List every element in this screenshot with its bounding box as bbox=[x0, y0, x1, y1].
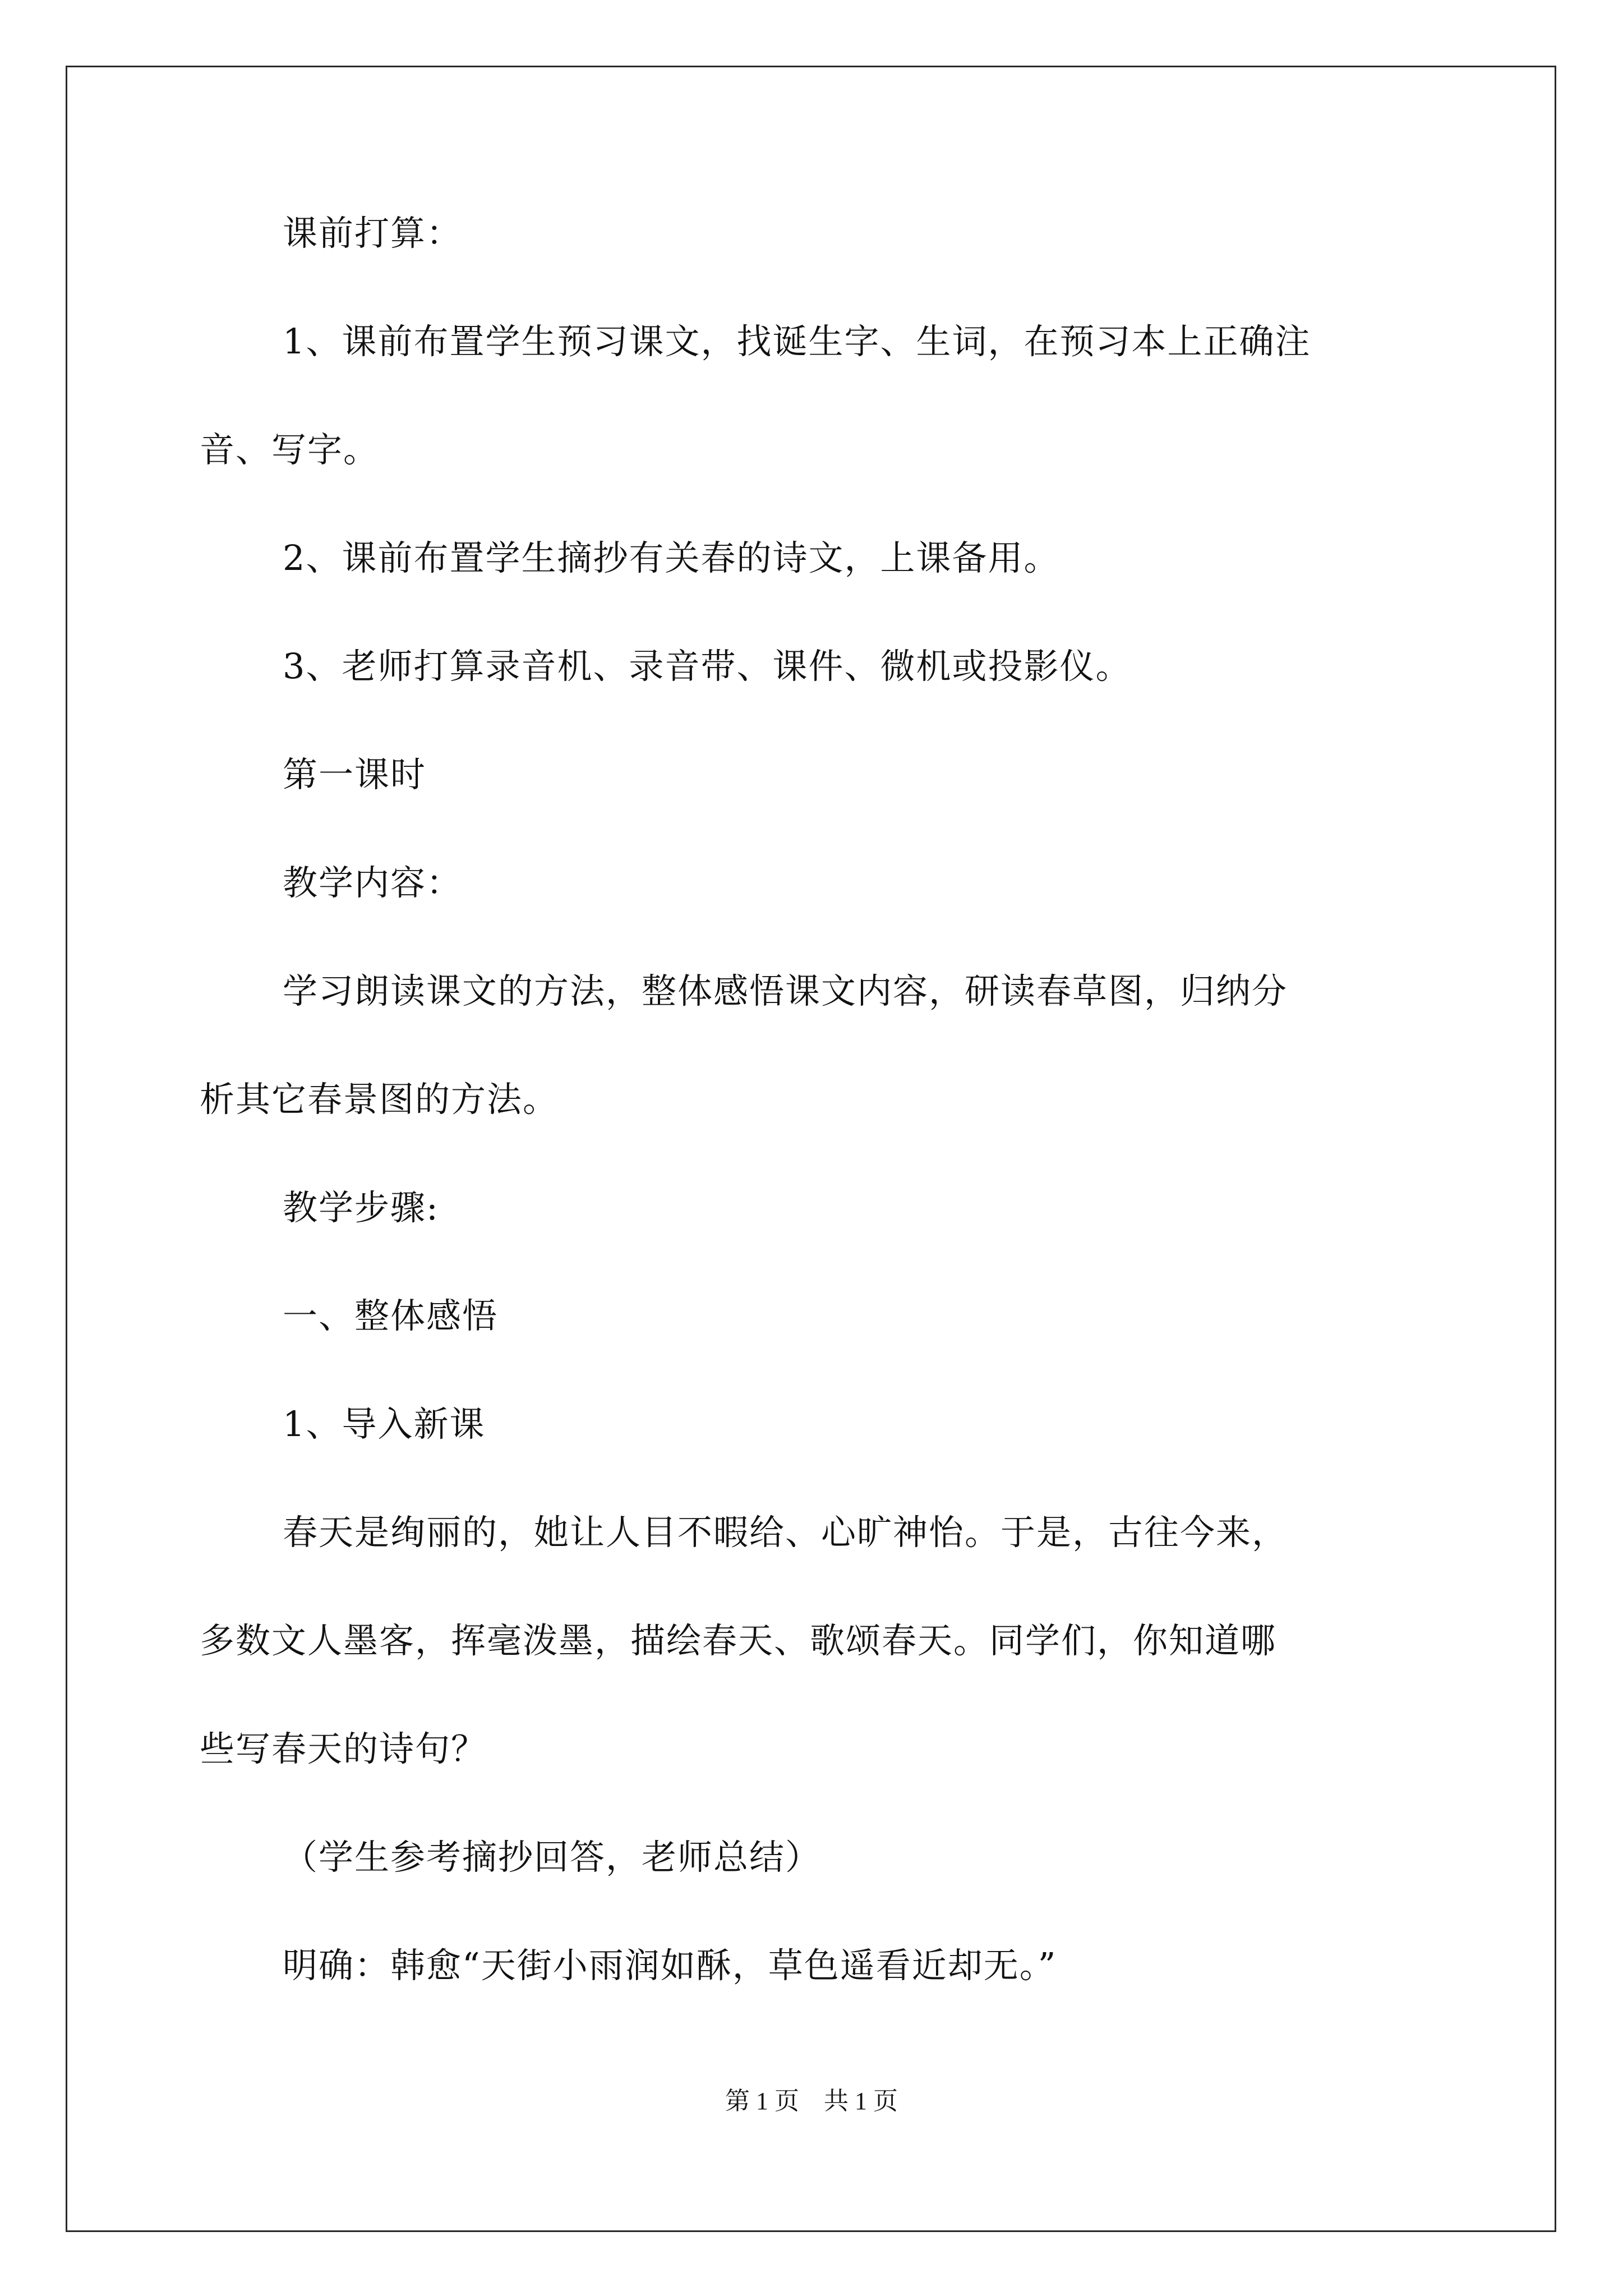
page-frame bbox=[66, 66, 1556, 2232]
paragraph-spring-intro-line-3: 些写春天的诗句？ bbox=[200, 1728, 487, 1769]
paragraph-teaching-content-continued: 析其它春景图的方法。 bbox=[200, 1079, 559, 1120]
paragraph-item-3: 3、老师打算录音机、录音带、课件、微机或投影仪。 bbox=[283, 646, 1132, 687]
heading-overall-perception: 一、整体感悟 bbox=[283, 1295, 499, 1336]
paragraph-item-2: 2、课前布置学生摘抄有关春的诗文，上课备用。 bbox=[283, 537, 1060, 578]
paragraph-spring-intro: 春天是绚丽的，她让人目不暇给、心旷神怡。于是，古往今来， bbox=[283, 1512, 1288, 1553]
paragraph-spring-intro-line-2: 多数文人墨客，挥毫泼墨，描绘春天、歌颂春天。同学们，你知道哪 bbox=[200, 1620, 1277, 1661]
paragraph-teaching-content: 学习朗读课文的方法，整体感悟课文内容，研读春草图，归纳分 bbox=[283, 970, 1288, 1011]
heading-teaching-content: 教学内容： bbox=[283, 862, 463, 903]
paragraph-item-1-continued: 音、写字。 bbox=[200, 429, 380, 470]
paragraph-student-answer: （学生参考摘抄回答，老师总结） bbox=[283, 1837, 822, 1878]
paragraph-clarification: 明确：韩愈“天街小雨润如酥，草色遥看近却无。” bbox=[283, 1945, 1057, 1986]
page-number-footer: 第 1 页 共 1 页 bbox=[725, 2087, 898, 2115]
heading-first-lesson: 第一课时 bbox=[283, 754, 427, 795]
heading-teaching-steps: 教学步骤: bbox=[283, 1187, 439, 1228]
paragraph-item-1: 1、课前布置学生预习课文，找诞生字、生词，在预习本上正确注 bbox=[283, 321, 1311, 362]
heading-preparation: 课前打算： bbox=[283, 213, 463, 254]
heading-introduction: 1、导入新课 bbox=[283, 1404, 486, 1444]
